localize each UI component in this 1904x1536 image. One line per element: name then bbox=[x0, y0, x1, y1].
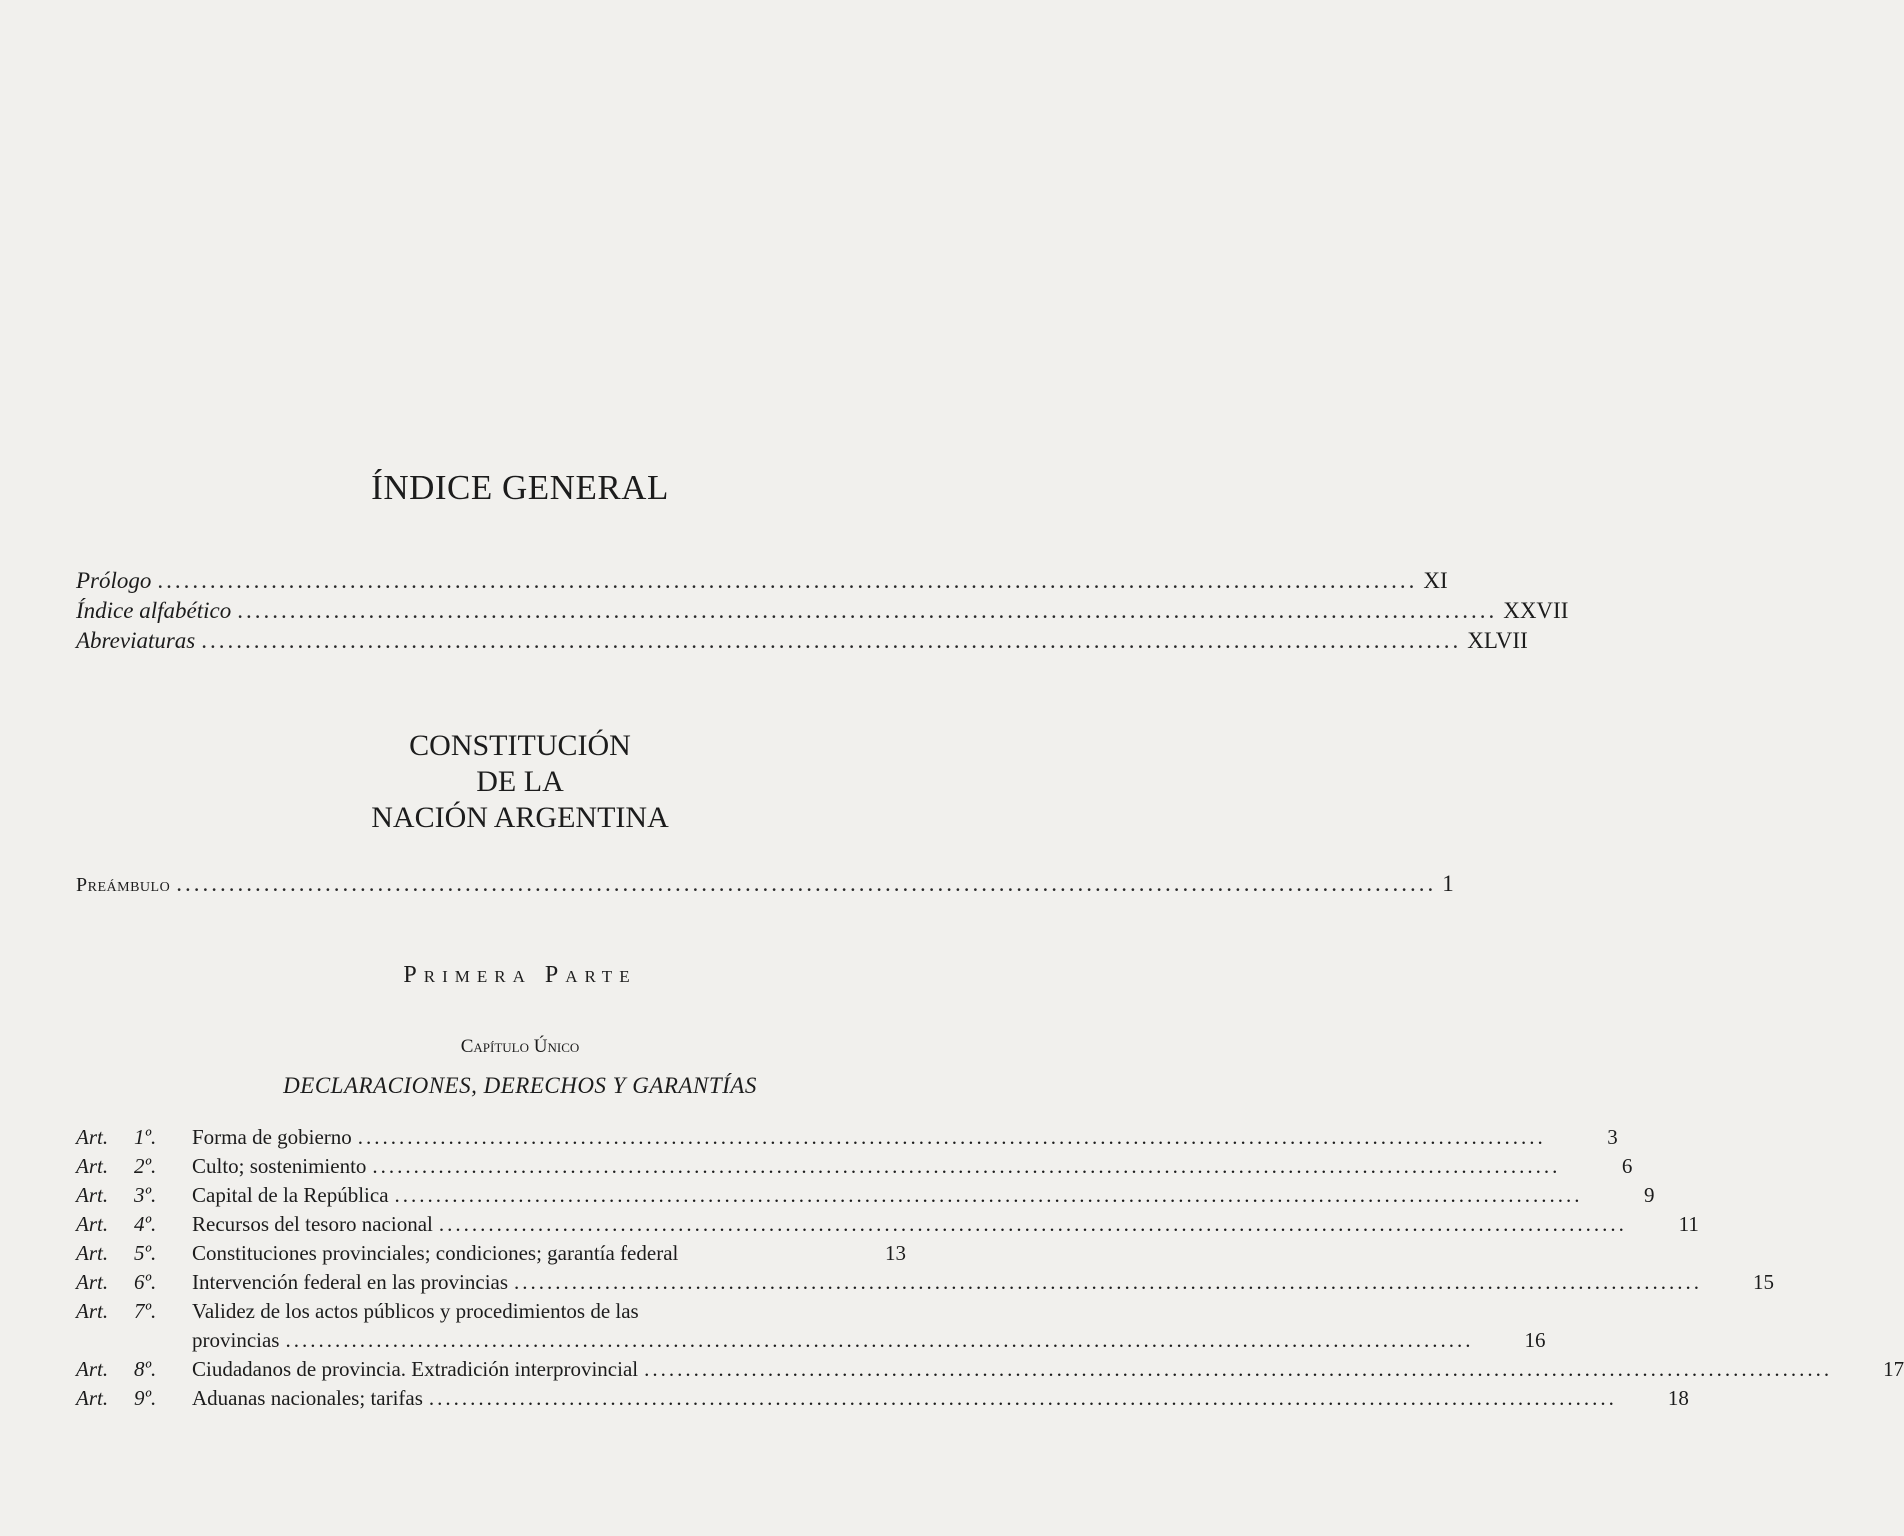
dot-leader bbox=[358, 1123, 1546, 1152]
article-entry[interactable] bbox=[76, 1210, 1699, 1239]
article-prefix: Art. bbox=[76, 1241, 109, 1265]
article-entry[interactable] bbox=[76, 1384, 1689, 1413]
constitution-title-line: DE LA bbox=[476, 765, 564, 798]
article-prefix: Art. bbox=[76, 1212, 109, 1236]
article-number: 4º. bbox=[134, 1212, 157, 1236]
chapter-title: DECLARACIONES, DERECHOS Y GARANTÍAS bbox=[283, 1073, 757, 1098]
front-matter-list bbox=[76, 568, 1569, 658]
article-title: Ciudadanos de provincia. Extradición interprovincial bbox=[192, 1357, 639, 1381]
dot-leader bbox=[237, 598, 1497, 624]
article-title: Recursos del tesoro nacional bbox=[192, 1212, 433, 1236]
article-entry[interactable] bbox=[76, 1239, 906, 1268]
article-prefix: Art. bbox=[76, 1299, 109, 1323]
article-prefix: Art. bbox=[76, 1386, 109, 1410]
article-entry[interactable] bbox=[76, 1181, 1655, 1210]
article-entry[interactable] bbox=[76, 1355, 1904, 1384]
page-title: ÍNDICE GENERAL bbox=[371, 468, 669, 507]
dot-leader bbox=[395, 1181, 1583, 1210]
article-title: Forma de gobierno bbox=[192, 1125, 352, 1149]
toc-entry-page: 1 bbox=[1442, 871, 1454, 896]
dot-leader bbox=[514, 1268, 1702, 1297]
constitution-title-line: CONSTITUCIÓN bbox=[409, 729, 631, 762]
constitution-title bbox=[0, 728, 1040, 836]
toc-entry-indice-alfabetico[interactable] bbox=[76, 598, 1569, 628]
article-page: 18 bbox=[1667, 1386, 1689, 1410]
toc-entry-label: Prólogo bbox=[76, 568, 152, 593]
article-prefix: Art. bbox=[76, 1270, 109, 1294]
article-title: Culto; sostenimiento bbox=[192, 1154, 367, 1178]
article-prefix: Art. bbox=[76, 1357, 109, 1381]
article-page: 3 bbox=[1607, 1125, 1618, 1149]
article-prefix: Art. bbox=[76, 1183, 109, 1207]
toc-entry-prologo[interactable] bbox=[76, 568, 1448, 598]
toc-entry-label: Índice alfabético bbox=[76, 598, 232, 623]
article-page: 17 bbox=[1883, 1357, 1904, 1381]
article-entry[interactable] bbox=[76, 1123, 1618, 1152]
toc-entry-preambulo[interactable] bbox=[76, 871, 1454, 901]
article-number: 7º. bbox=[134, 1299, 157, 1323]
article-page: 6 bbox=[1621, 1154, 1633, 1178]
dot-leader bbox=[439, 1210, 1627, 1239]
article-prefix: Art. bbox=[76, 1125, 109, 1149]
chapter-kicker: Capítulo Único bbox=[460, 1036, 580, 1057]
article-entry[interactable] bbox=[76, 1152, 1633, 1181]
toc-entry-label: Abreviaturas bbox=[76, 628, 196, 653]
article-number: 5º. bbox=[134, 1241, 157, 1265]
part-heading: Primera Parte bbox=[403, 962, 637, 988]
article-page: 13 bbox=[885, 1241, 906, 1265]
dot-leader bbox=[372, 1152, 1560, 1181]
article-entry[interactable] bbox=[76, 1268, 1775, 1297]
article-title: Validez de los actos públicos y procedimientos de las bbox=[192, 1299, 639, 1323]
article-number: 2º. bbox=[134, 1154, 157, 1178]
toc-entry-abreviaturas[interactable] bbox=[76, 628, 1528, 658]
toc-entry-page: XLVII bbox=[1467, 628, 1528, 653]
article-page: 9 bbox=[1644, 1183, 1655, 1207]
dot-leader bbox=[285, 1326, 1473, 1355]
article-number: 6º. bbox=[134, 1270, 157, 1294]
toc-entry-page: XXVII bbox=[1503, 598, 1569, 623]
article-number: 8º. bbox=[134, 1357, 157, 1381]
article-prefix: Art. bbox=[76, 1154, 109, 1178]
article-entry[interactable] bbox=[76, 1297, 1546, 1355]
article-page: 15 bbox=[1753, 1270, 1775, 1294]
article-number: 1º. bbox=[134, 1125, 157, 1149]
constitution-title-line: NACIÓN ARGENTINA bbox=[371, 801, 669, 834]
article-number: 9º. bbox=[134, 1386, 157, 1410]
article-title: Aduanas nacionales; tarifas bbox=[192, 1386, 423, 1410]
toc-entry-label: Preámbulo bbox=[76, 874, 171, 896]
article-page: 11 bbox=[1678, 1212, 1699, 1236]
dot-leader bbox=[429, 1384, 1617, 1413]
dot-leader bbox=[644, 1355, 1832, 1384]
article-title: Capital de la República bbox=[192, 1183, 389, 1207]
article-number: 3º. bbox=[134, 1183, 157, 1207]
dot-leader bbox=[157, 568, 1417, 594]
article-title-continuation: provincias bbox=[192, 1328, 280, 1352]
article-list bbox=[76, 1123, 1904, 1413]
article-page: 16 bbox=[1524, 1328, 1546, 1352]
article-title: Intervención federal en las provincias bbox=[192, 1270, 509, 1294]
toc-entry-page: XI bbox=[1423, 568, 1448, 593]
dot-leader bbox=[176, 871, 1436, 897]
dot-leader bbox=[201, 628, 1461, 654]
article-title: Constituciones provinciales; condiciones; garantía federal bbox=[192, 1241, 679, 1265]
